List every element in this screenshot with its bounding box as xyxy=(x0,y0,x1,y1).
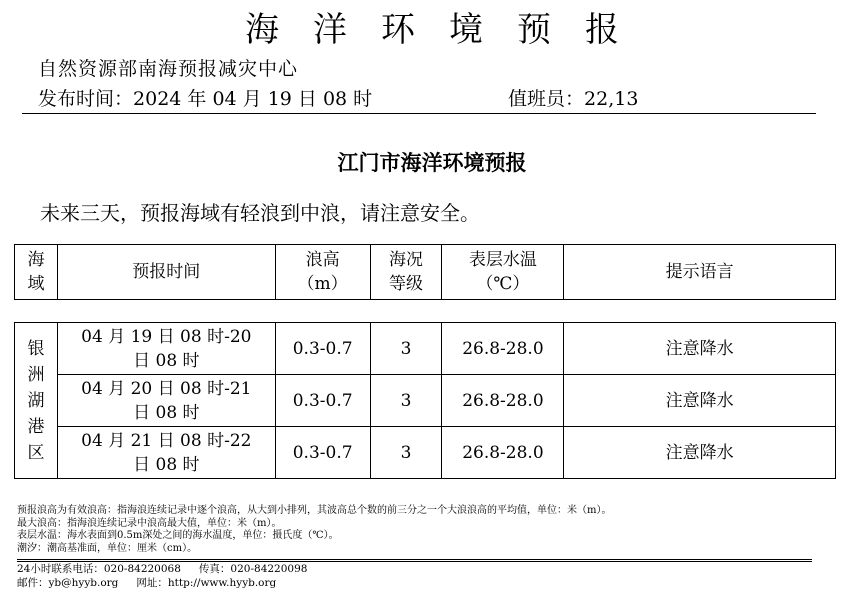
contact-info xyxy=(17,562,307,590)
sst-cell: 26.8-28.0 xyxy=(442,427,564,479)
header-time: 预报时间 xyxy=(57,245,275,300)
publish-time-row xyxy=(38,84,372,111)
note-sst: 表层水温：海水表面到0.5m深处之间的海水温度，单位：摄氏度（℃）。 xyxy=(17,530,339,541)
header-sst: 表层水温 （℃） xyxy=(442,245,564,300)
note-max-wave: 最大浪高：指海浪连续记录中浪高最大值，单位：米（m）。 xyxy=(17,517,282,529)
publish-time-value: 2024 年 04 月 19 日 08 时 xyxy=(133,88,373,110)
header-area: 海 域 xyxy=(15,245,58,300)
time-cell: 04 月 21 日 08 时-22 日 08 时 xyxy=(57,427,275,479)
hotline-label: 24小时联系电话： xyxy=(17,563,104,575)
footer-divider-top xyxy=(17,559,812,560)
header-tip: 提示语言 xyxy=(564,245,836,300)
header-divider xyxy=(22,113,816,114)
sea-state-cell: 3 xyxy=(370,323,442,375)
header-sea-state: 海况 等级 xyxy=(370,245,442,300)
forecast-table-header xyxy=(14,244,836,300)
header-wave: 浪高 （m） xyxy=(275,245,370,300)
hotline-number: 020-84220068 xyxy=(103,563,181,575)
time-cell: 04 月 19 日 08 时-20 日 08 时 xyxy=(57,323,275,375)
wave-cell: 0.3-0.7 xyxy=(275,427,370,479)
table-row xyxy=(15,427,836,479)
wave-cell: 0.3-0.7 xyxy=(275,375,370,427)
sst-cell: 26.8-28.0 xyxy=(442,323,564,375)
duty-value: 22,13 xyxy=(584,88,639,110)
table-row xyxy=(15,375,836,427)
note-tide: 潮汐：潮高基准面，单位：厘米（cm）。 xyxy=(17,542,198,554)
time-cell: 04 月 20 日 08 时-21 日 08 时 xyxy=(57,375,275,427)
duty-label: 值班员： xyxy=(508,88,585,110)
website-label: 网址： xyxy=(136,577,168,589)
forecast-summary: 未来三天，预报海域有轻浪到中浪，请注意安全。 xyxy=(40,201,480,225)
tip-cell: 注意降水 xyxy=(564,427,836,479)
tip-cell: 注意降水 xyxy=(564,323,836,375)
wave-cell: 0.3-0.7 xyxy=(275,323,370,375)
publish-time-label: 发布时间： xyxy=(38,88,134,110)
area-cell: 银 洲 湖 港 区 xyxy=(15,323,58,479)
forecast-table-body xyxy=(14,322,836,479)
fax-label: 传真： xyxy=(198,563,231,575)
note-wave-height: 预报浪高为有效浪高：指海浪连续记录中逐个浪高，从大到小排列，其波高总个数的前三分之一个大浪浪高的平均值，单位：米（m）。 xyxy=(17,505,612,516)
email-label: 邮件： xyxy=(17,577,49,589)
sea-state-cell: 3 xyxy=(370,427,442,479)
sst-cell: 26.8-28.0 xyxy=(442,375,564,427)
page-title: 海洋环境预报 xyxy=(245,10,653,50)
duty-officer xyxy=(508,84,638,111)
email-link[interactable]: yb@hyyb.org xyxy=(48,577,119,589)
website-link[interactable]: http://www.hyyb.org xyxy=(167,577,277,589)
sea-state-cell: 3 xyxy=(370,375,442,427)
tip-cell: 注意降水 xyxy=(564,375,836,427)
table-row xyxy=(15,323,836,375)
footnotes xyxy=(17,505,611,555)
fax-number: 020-84220098 xyxy=(230,563,308,575)
report-subtitle: 江门市海洋环境预报 xyxy=(337,150,527,175)
issuing-organization: 自然资源部南海预报减灾中心 xyxy=(38,58,299,80)
